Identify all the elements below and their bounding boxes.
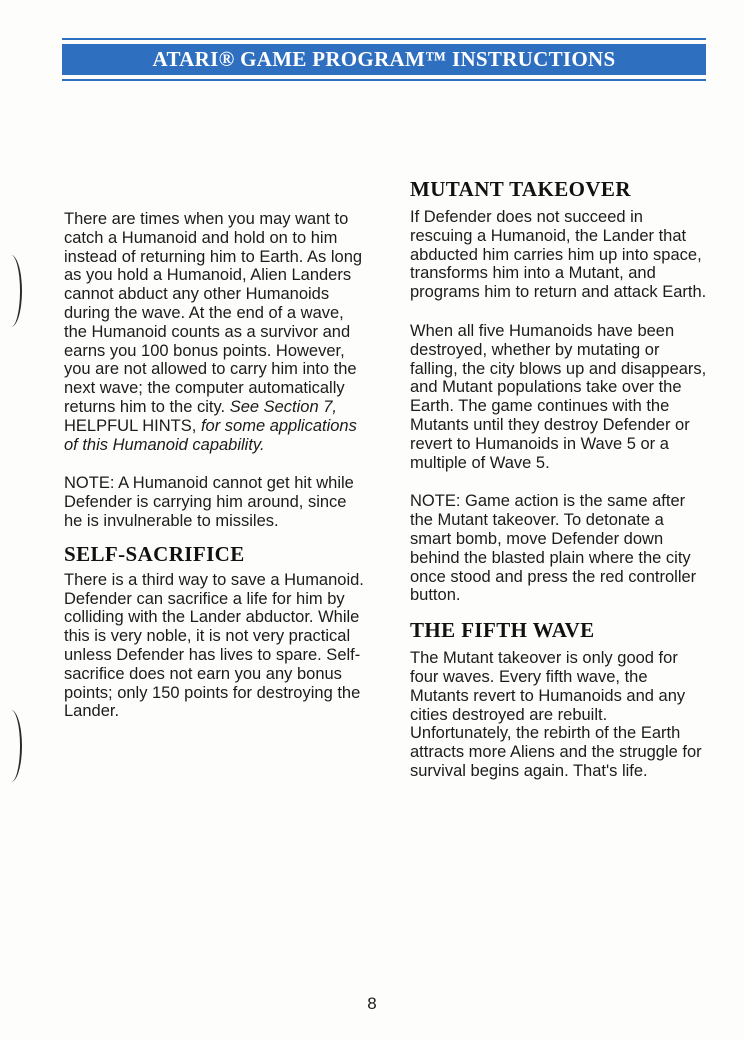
header-banner (62, 44, 706, 75)
header-bottom-rule (62, 79, 706, 81)
fifth-wave-text: The Mutant takeover is only good for four waves. Every fifth wave, the Mutants revert to Humanoids and any cities destroyed are rebuilt. Unfortunately, the rebirth of the Earth attracts more Aliens and the struggle for survival begins again. That's life. (410, 649, 702, 780)
binding-mark-bottom (0, 710, 22, 782)
section-ref-a: See Section 7, (229, 397, 338, 416)
fifth-wave-heading: THE FIFTH WAVE (410, 618, 595, 643)
header-title: ATARI® GAME PROGRAM™ INSTRUCTIONS (152, 47, 616, 71)
left-note-label: NOTE: (64, 474, 115, 493)
section-ref-c: for some applications of this Humanoid capability. (64, 416, 357, 454)
holding-humanoid-paragraph (64, 210, 364, 454)
mutant-paragraph-2: When all five Humanoids have been destroyed, whether by mutating or falling, the city blows up and disappears, and Mutant populations take over the Earth. The game continues with the Mutants until they destroy Defender or revert to Humanoids in Wave 5 or a multiple of Wave 5. (410, 321, 707, 472)
right-note-text: Game action is the same after the Mutant takeover. To detonate a smart bomb, move Defender down behind the blasted plain where the city once stood and press the red controller button. (410, 492, 697, 605)
left-note-paragraph (64, 474, 364, 530)
right-note-paragraph (410, 492, 708, 605)
header-top-rule (62, 38, 706, 40)
self-sacrifice-text: There is a third way to save a Humanoid. Defender can sacrifice a life for him by colliding with the Lander abductor. While this is very noble, it is not very practical unless Defender has lives to spare. Self-sacrifice does not earn you any bonus points; only 150 points for destroying the Lander. (64, 570, 364, 721)
holding-humanoid-text: There are times when you may want to catch a Humanoid and hold on to him instead of returning him to Earth. As long as you hold a Humanoid, Alien Landers cannot abduct any other Humanoids during the wave. At the end of a wave, the Humanoid counts as a survivor and earns you 100 bonus points. However, you are not allowed to carry him into the next wave; the computer automatically returns him to the city. (64, 210, 363, 416)
binding-mark-top (0, 255, 22, 327)
section-ref-b: HELPFUL HINTS, (64, 416, 197, 435)
right-column (410, 176, 708, 781)
self-sacrifice-heading: SELF-SACRIFICE (64, 541, 245, 566)
mutant-takeover-heading: MUTANT TAKEOVER (410, 177, 631, 201)
right-note-label: NOTE: (410, 492, 461, 511)
left-column (64, 210, 364, 721)
page-number: 8 (367, 994, 377, 1013)
left-note-text: A Humanoid cannot get hit while Defender is carrying him around, since he is invulnerable to missiles. (64, 474, 354, 530)
mutant-paragraph-1: If Defender does not succeed in rescuing a Humanoid, the Lander that abducted him carries him up into space, transforms him into a Mutant, and programs him to return and attack Earth. (410, 208, 707, 302)
